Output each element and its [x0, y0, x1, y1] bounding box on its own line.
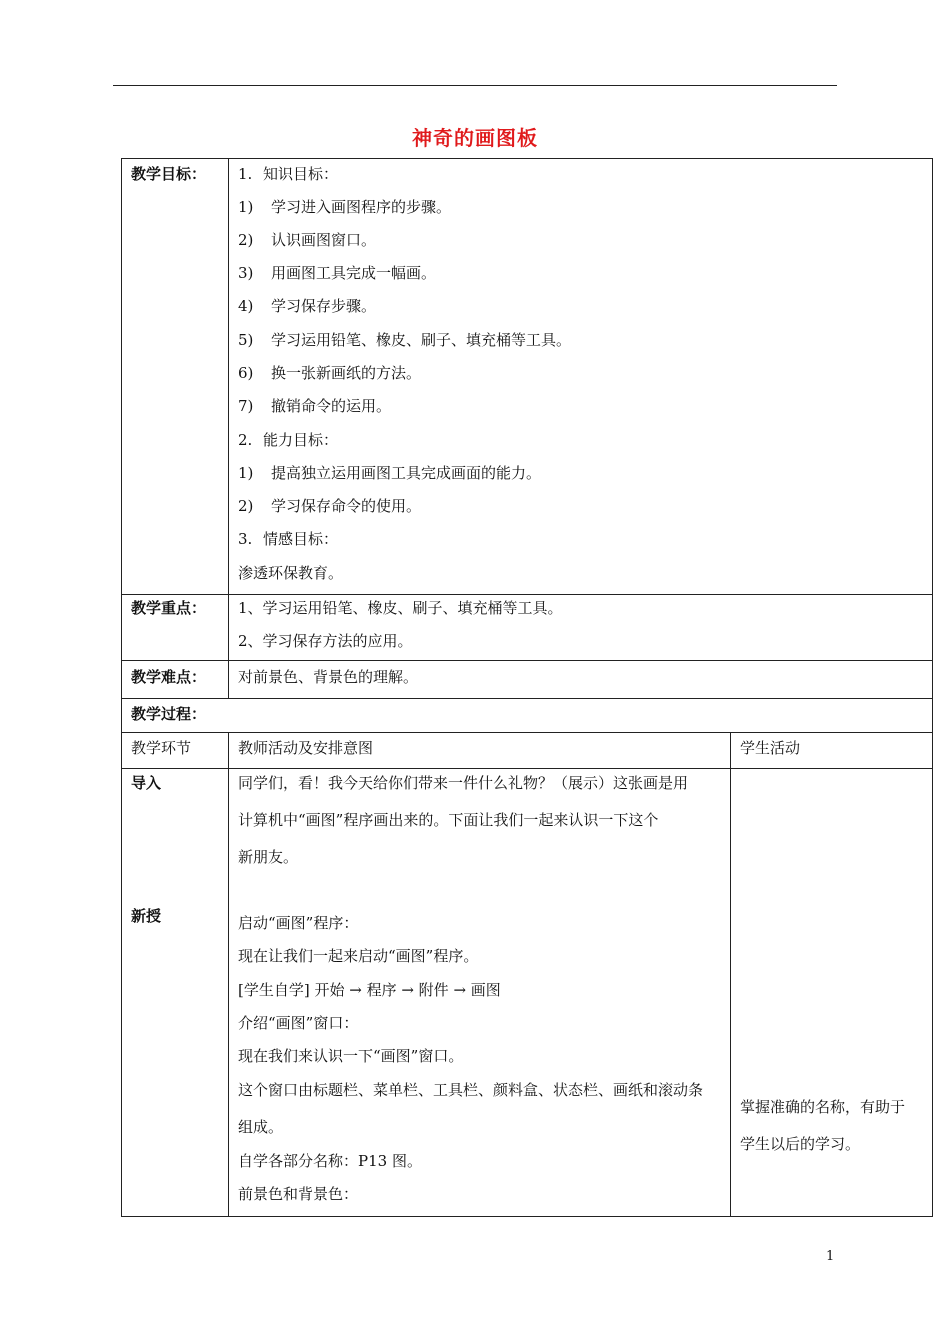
student-activity-line: 学生以后的学习。: [740, 1135, 861, 1153]
teacher-activity-line: 新朋友。: [238, 848, 299, 866]
objective-number: 1): [238, 198, 254, 216]
objective-line: 学习保存命令的使用。: [271, 497, 422, 515]
teacher-activity-line: 同学们，看！我今天给你们带来一件什么礼物？（展示）这张画是用: [238, 774, 689, 792]
key-points-label: 教学重点：: [131, 599, 207, 617]
column-divider: [228, 158, 229, 698]
objective-line: 能力目标：: [263, 431, 339, 449]
student-activity-line: 掌握准确的名称，有助于: [740, 1098, 906, 1116]
teacher-activity-line: 组成。: [238, 1118, 284, 1136]
teacher-activity-line: [学生自学] 开始 → 程序 → 附件 → 画图: [238, 981, 501, 999]
document-title: 神奇的画图板: [412, 126, 538, 150]
objective-number: 2): [238, 231, 254, 249]
row-divider: [121, 660, 932, 661]
column-header-teacher: 教师活动及安排意图: [238, 739, 374, 757]
column-divider: [730, 732, 731, 1216]
objective-number: 5): [238, 331, 254, 349]
objective-line: 知识目标：: [263, 165, 339, 183]
objective-number: 1.: [238, 165, 253, 183]
objectives-label: 教学目标：: [131, 165, 207, 183]
objective-line: 学习保存步骤。: [271, 297, 377, 315]
objective-line: 用画图工具完成一幅画。: [271, 264, 437, 282]
objective-number: 2.: [238, 431, 253, 449]
teacher-activity-line: 前景色和背景色：: [238, 1185, 359, 1203]
objective-number: 2): [238, 497, 254, 515]
objective-number: 7): [238, 397, 254, 415]
objective-number: 6): [238, 364, 254, 382]
header-rule: [113, 85, 837, 86]
teacher-activity-line: 自学各部分名称：P13 图。: [238, 1152, 422, 1170]
objective-line: 认识画图窗口。: [271, 231, 377, 249]
teacher-activity-line: 现在我们来认识一下“画图”窗口。: [238, 1047, 464, 1065]
teacher-activity-line: 介绍“画图”窗口：: [238, 1014, 359, 1032]
objective-line: 撤销命令的运用。: [271, 397, 392, 415]
teacher-activity-line: 这个窗口由标题栏、菜单栏、工具栏、颜料盒、状态栏、画纸和滚动条: [238, 1081, 704, 1099]
key-point-line: 1、学习运用铅笔、橡皮、刷子、填充桶等工具。: [238, 599, 563, 617]
column-header-stage: 教学环节: [131, 739, 192, 757]
process-label: 教学过程：: [131, 705, 207, 723]
teacher-activity-line: 计算机中“画图”程序画出来的。下面让我们一起来认识一下这个: [238, 811, 659, 829]
row-divider: [121, 732, 932, 733]
row-divider: [121, 768, 932, 769]
column-divider: [228, 732, 229, 1216]
objective-line: 学习进入画图程序的步骤。: [271, 198, 452, 216]
objective-line: 学习运用铅笔、橡皮、刷子、填充桶等工具。: [271, 331, 572, 349]
objective-number: 1): [238, 464, 254, 482]
objective-line: 情感目标：: [263, 530, 339, 548]
difficulties-text: 对前景色、背景色的理解。: [238, 668, 419, 686]
row-divider: [121, 698, 932, 699]
objective-number: 3.: [238, 530, 253, 548]
objective-line: 换一张新画纸的方法。: [271, 364, 422, 382]
key-point-line: 2、学习保存方法的应用。: [238, 632, 413, 650]
teacher-activity-line: 启动“画图”程序：: [238, 914, 359, 932]
objective-number: 3): [238, 264, 254, 282]
row-divider: [121, 594, 932, 595]
objective-line: 提高独立运用画图工具完成画面的能力。: [271, 464, 542, 482]
page-number: 1: [826, 1249, 835, 1264]
stage-intro: 导入: [131, 774, 162, 792]
objective-line: 渗透环保教育。: [238, 564, 344, 582]
objective-number: 4): [238, 297, 254, 315]
teacher-activity-line: 现在让我们一起来启动“画图”程序。: [238, 947, 479, 965]
stage-new-lesson: 新授: [131, 907, 162, 925]
difficulties-label: 教学难点：: [131, 668, 207, 686]
column-header-student: 学生活动: [740, 739, 801, 757]
